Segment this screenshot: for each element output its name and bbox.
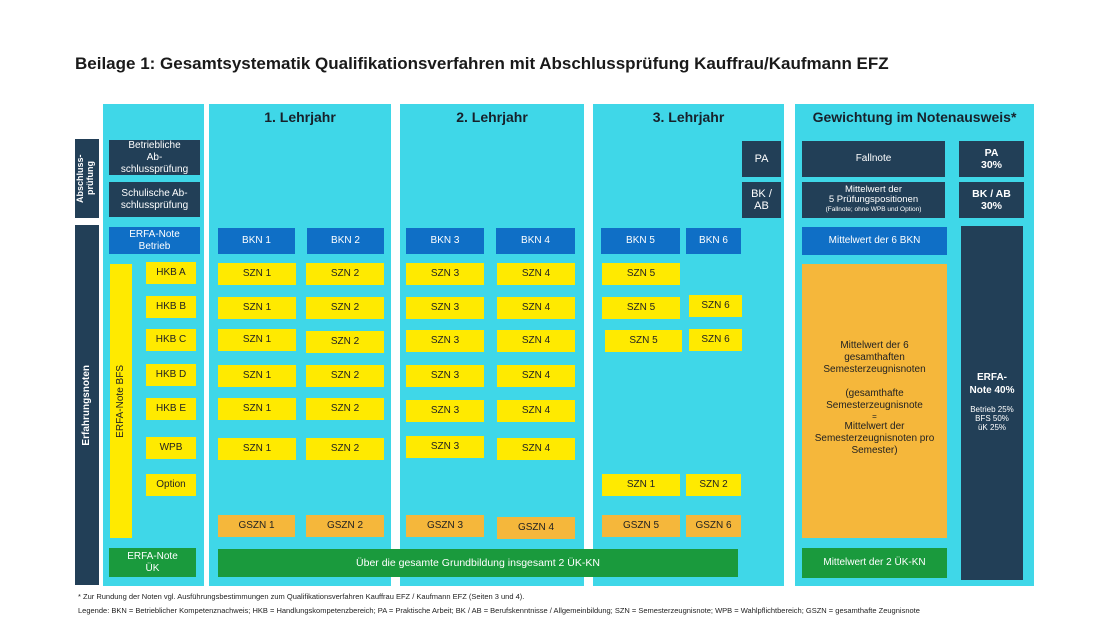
box-mittelwert-6-bkn: Mittelwert der 6 BKN: [802, 227, 947, 255]
erfa-line1: ERFA-: [977, 372, 1007, 383]
sem-line1: Mittelwert der 6: [840, 340, 909, 351]
erfa-detail-bfs: BFS 50%: [975, 414, 1009, 423]
box-bk-ab: BK / AB: [742, 182, 781, 218]
box-erfa-note-betrieb: ERFA-Note Betrieb: [109, 227, 200, 254]
mittelwert-5-note: (Fallnote; ohne WPB und Option): [825, 206, 922, 213]
sem-line2: gesamthaften: [844, 352, 905, 363]
pa-weight-pct: 30%: [980, 159, 1002, 171]
box-y2-hkbb-szn4: SZN 4: [497, 297, 575, 319]
sem-line9: Semester): [851, 445, 898, 456]
box-schulische-abschlusspruefung: Schulische Ab-schlussprüfung: [109, 182, 200, 217]
box-bkn3: BKN 3: [406, 228, 484, 254]
box-mittelwert-2-uk-kn: Mittelwert der 2 ÜK-KN: [802, 548, 947, 578]
box-y1-hkba-szn1: SZN 1: [218, 263, 296, 285]
box-y2-hkba-szn4: SZN 4: [497, 263, 575, 285]
box-pa: PA: [742, 141, 781, 177]
box-bkab-weight: [959, 182, 1024, 218]
box-betriebliche-abschlusspruefung: Betriebliche Ab-schlussprüfung: [109, 140, 200, 175]
footnote: * Zur Rundung der Noten vgl. Ausführungsbestimmungen zum Qualifikationsverfahren Kauffrau EFZ / Kaufmann EFZ (Seiten 3 und 4).: [78, 592, 525, 601]
box-bkn1: BKN 1: [218, 228, 295, 254]
bkab-weight-label: BK / AB: [972, 188, 1011, 200]
box-y1-wpb-szn2: SZN 2: [306, 438, 384, 460]
box-y1-hkbd-szn1: SZN 1: [218, 365, 296, 387]
header-year2: 2. Lehrjahr: [456, 109, 528, 125]
side-label-erfahrungsnoten: Erfahrungsnoten: [75, 225, 99, 585]
box-y1-hkbc-szn2: SZN 2: [306, 331, 384, 353]
box-y2-hkbe-szn4: SZN 4: [497, 400, 575, 422]
box-y2-wpb-szn4: SZN 4: [497, 438, 575, 460]
box-y1-hkbb-szn2: SZN 2: [306, 297, 384, 319]
erfa-line2: Note 40%: [969, 385, 1015, 396]
box-gszn5: GSZN 5: [602, 515, 680, 537]
box-y2-wpb-szn3: SZN 3: [406, 436, 484, 458]
box-y1-hkbb-szn1: SZN 1: [218, 297, 296, 319]
erfa-detail-uk: üK 25%: [977, 423, 1007, 432]
side-label-abschluss: Abschluss-prüfung: [75, 139, 99, 218]
box-y1-wpb-szn1: SZN 1: [218, 438, 296, 460]
bar-erfa-note-bfs: ERFA-Note BFS: [110, 264, 132, 538]
box-option: Option: [146, 474, 196, 496]
erfa-detail-betrieb: Betrieb 25%: [970, 405, 1014, 414]
box-y2-hkbe-szn3: SZN 3: [406, 400, 484, 422]
box-y1-hkbc-szn1: SZN 1: [218, 329, 296, 351]
box-y2-hkbc-szn3: SZN 3: [406, 330, 484, 352]
box-hkb-a: HKB A: [146, 262, 196, 284]
box-y2-hkbd-szn4: SZN 4: [497, 365, 575, 387]
pa-weight-label: PA: [984, 147, 999, 159]
sem-line4: (gesamthafte: [845, 388, 904, 399]
box-y2-hkbb-szn3: SZN 3: [406, 297, 484, 319]
box-hkb-e: HKB E: [146, 398, 196, 420]
mittelwert-5-line1: Mittelwert der: [844, 184, 902, 195]
bkab-weight-pct: 30%: [980, 200, 1002, 212]
box-erfa-note-40: [961, 226, 1023, 580]
box-y1-hkbe-szn1: SZN 1: [218, 398, 296, 420]
box-gszn2: GSZN 2: [306, 515, 384, 537]
box-hkb-b: HKB B: [146, 296, 196, 318]
box-bkn2: BKN 2: [307, 228, 384, 254]
legend: Legende: BKN = Betrieblicher Kompetenznachweis; HKB = Handlungskompetenzbereich; PA = Praktische Arbeit; BK / AB = Berufskenntnisse / Allgemeinbildung; SZN = Semesterzeugnisnote; WPB = Wahlpflichtbereich; GSZN = gesamthafte Zeugnisnote: [78, 606, 920, 615]
header-year3: 3. Lehrjahr: [652, 109, 725, 125]
bar-uk-kn: Über die gesamte Grundbildung insgesamt 2 ÜK-KN: [218, 549, 738, 577]
box-y2-hkbc-szn4: SZN 4: [497, 330, 575, 352]
header-year1: 1. Lehrjahr: [264, 109, 336, 125]
box-y1-hkbd-szn2: SZN 2: [306, 365, 384, 387]
box-y3-hkbb-szn6: SZN 6: [689, 295, 742, 317]
box-y3-hkba-szn5: SZN 5: [602, 263, 680, 285]
box-bkn5: BKN 5: [601, 228, 680, 254]
box-mittelwert-semesterzeugnisnoten: [802, 264, 947, 538]
box-y2-hkba-szn3: SZN 3: [406, 263, 484, 285]
sem-line7: Mittelwert der: [844, 421, 905, 432]
box-bkn6: BKN 6: [686, 228, 741, 254]
box-gszn1: GSZN 1: [218, 515, 295, 537]
sem-line8: Semesterzeugnisnoten pro: [814, 433, 935, 444]
mittelwert-5-line2: 5 Prüfungspositionen: [828, 194, 919, 205]
box-fallnote: Fallnote: [802, 141, 945, 177]
box-gszn4: GSZN 4: [497, 517, 575, 539]
page-title: Beilage 1: Gesamtsystematik Qualifikationsverfahren mit Abschlussprüfung Kauffrau/Kaufmann EFZ: [75, 54, 889, 73]
box-y3-hkbc-szn5: SZN 5: [605, 330, 682, 352]
header-weighting: Gewichtung im Notenausweis*: [812, 109, 1017, 125]
box-erfa-note-uk: ERFA-Note ÜK: [109, 548, 196, 577]
box-pa-weight: [959, 141, 1024, 177]
box-y1-hkbe-szn2: SZN 2: [306, 398, 384, 420]
sem-line6: =: [872, 412, 877, 421]
box-mittelwert-5-pruefungspositionen: [802, 182, 945, 218]
box-gszn3: GSZN 3: [406, 515, 484, 537]
box-y3-option-szn1: SZN 1: [602, 474, 680, 496]
sem-line3: Semesterzeugnisnoten: [823, 364, 926, 375]
sem-line5: Semesterzeugnisnote: [826, 400, 923, 411]
box-y3-hkbb-szn5: SZN 5: [602, 297, 680, 319]
box-y3-hkbc-szn6: SZN 6: [689, 329, 742, 351]
box-y1-hkba-szn2: SZN 2: [306, 263, 384, 285]
box-hkb-d: HKB D: [146, 364, 196, 386]
box-y2-hkbd-szn3: SZN 3: [406, 365, 484, 387]
box-wpb: WPB: [146, 437, 196, 459]
box-gszn6: GSZN 6: [686, 515, 741, 537]
box-hkb-c: HKB C: [146, 329, 196, 351]
box-bkn4: BKN 4: [496, 228, 575, 254]
box-y3-option-szn2: SZN 2: [686, 474, 741, 496]
